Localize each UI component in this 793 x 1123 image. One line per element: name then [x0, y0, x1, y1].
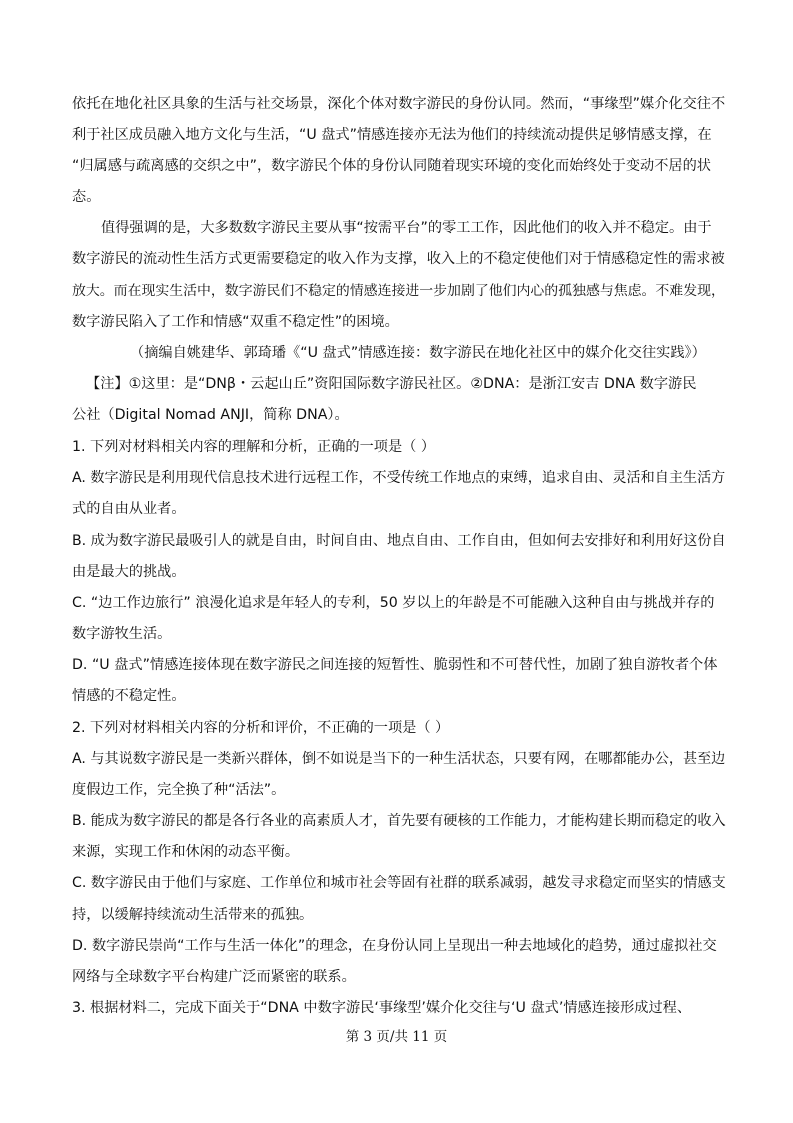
option-b-cont: 由是最大的挑战。: [72, 564, 186, 580]
option-a: A. 与其说数字游民是一类新兴群体，倒不如说是当下的一种生活状态，只要有网，在哪都能办公，甚至边: [72, 751, 726, 767]
note-line: 公社（Digital Nomad ANJI，简称 DNA）。: [72, 407, 349, 423]
note-line: 【注】①这里：是“DNβ・云起山丘”资阳国际数字游民社区。②DNA：是浙江安吉 DNA 数字游民: [86, 376, 697, 392]
option-d-cont: 情感的不稳定性。: [72, 688, 186, 704]
option-a-cont: 度假边工作，完全换了种“活法”。: [72, 782, 286, 798]
option-a: A. 数字游民是利用现代信息技术进行远程工作，不受传统工作地点的束缚，追求自由、灵活和自主生活方: [72, 470, 726, 486]
option-b: B. 成为数字游民最吸引人的就是自由，时间自由、地点自由、工作自由，但如何去安排好和利用好这份自: [72, 533, 726, 549]
option-a-cont: 式的自由从业者。: [72, 501, 186, 517]
question-stem: 2. 下列对材料相关内容的分析和评价，不正确的一项是（ ）: [72, 720, 450, 736]
passage-line: 值得强调的是，大多数数字游民主要从事“按需平台”的零工工作，因此他们的收入并不稳定。由于: [101, 220, 712, 236]
option-b-cont: 来源，实现工作和休闲的动态平衡。: [72, 844, 300, 860]
option-d: D. 数字游民崇尚“工作与生活一体化”的理念，在身份认同上呈现出一种去地域化的趋势，通过虚拟社交: [72, 938, 717, 954]
passage-line: 依托在地化社区具象的生活与社交场景，深化个体对数字游民的身份认同。然而，“事缘型”媒介化交往不: [72, 96, 726, 112]
passage-line: 放大。而在现实生活中，数字游民们不稳定的情感连接进一步加剧了他们内心的孤独感与焦虑。不难发现，: [72, 283, 725, 299]
passage-line: 数字游民陷入了工作和情感“双重不稳定性”的困境。: [72, 314, 399, 330]
source-citation: （摘编自姚建华、郭琦璠《“U 盘式”情感连接：数字游民在地化社区中的媒介化交往实践》）: [130, 345, 706, 361]
passage-line: “归属感与疏离感的交织之中”，数字游民个体的身份认同随着现实环境的变化而始终处于变动不居的状: [72, 158, 711, 174]
option-d-cont: 网络与全球数字平台构建广泛而紧密的联系。: [72, 969, 356, 985]
option-d: D. “U 盘式”情感连接体现在数字游民之间连接的短暂性、脆弱性和不可替代性，加剧了独自游牧者个体: [72, 657, 718, 673]
passage-line: 数字游民的流动性生活方式更需要稳定的收入作为支撑，收入上的不稳定使他们对于情感稳定性的需求被: [72, 251, 725, 267]
page-number: 第 3 页/共 11 页: [345, 1029, 448, 1045]
passage-line: 利于社区成员融入地方文化与生活，“U 盘式”情感连接亦无法为他们的持续流动提供足够情感支撑，在: [72, 127, 712, 143]
option-c-cont: 持，以缓解持续流动生活带来的孤独。: [72, 907, 314, 923]
question-stem: 1. 下列对材料相关内容的理解和分析，正确的一项是（ ）: [72, 439, 436, 455]
option-c: C. 数字游民由于他们与家庭、工作单位和城市社会等固有社群的联系减弱，越发寻求稳定而坚实的情感支: [72, 875, 726, 891]
option-b: B. 能成为数字游民的都是各行各业的高素质人才，首先要有硬核的工作能力，才能构建长期而稳定的收入: [72, 813, 726, 829]
question-stem: 3. 根据材料二，完成下面关于“DNA 中数字游民‘事缘型’媒介化交往与‘U 盘式’情感连接形成过程、: [72, 1000, 692, 1016]
option-c: C. “边工作边旅行” 浪漫化追求是年轻人的专利，50 岁以上的年龄是不可能融入这种自由与挑战并存的: [72, 595, 715, 611]
passage-line: 态。: [72, 189, 101, 205]
option-c-cont: 数字游牧生活。: [72, 626, 172, 642]
